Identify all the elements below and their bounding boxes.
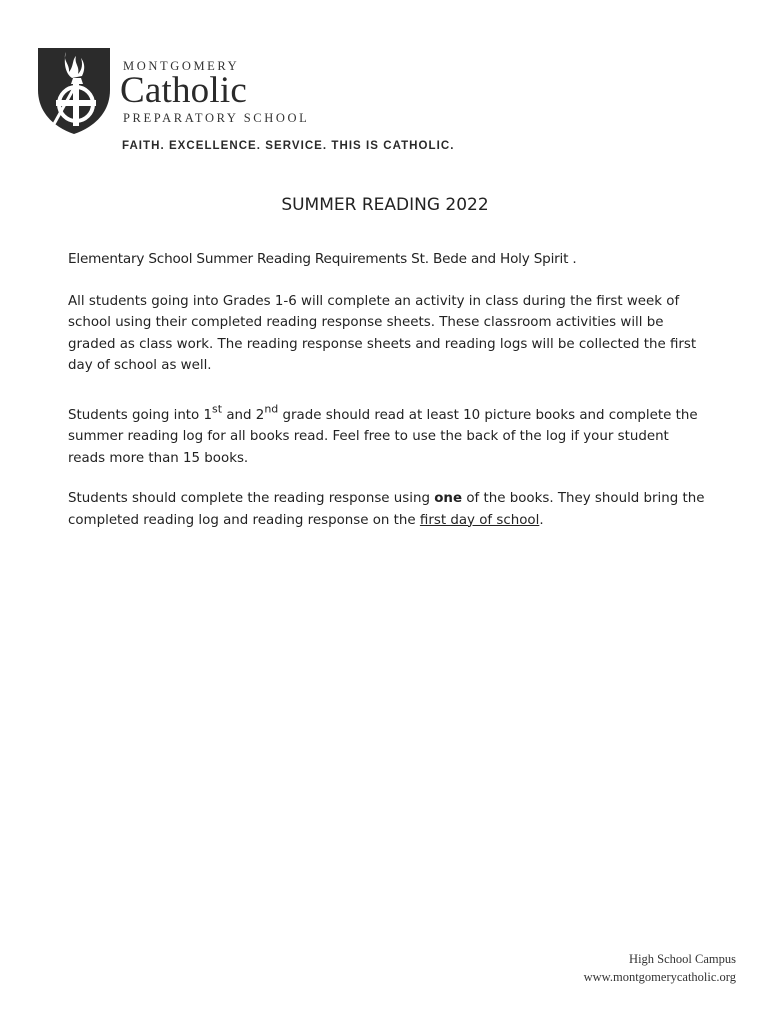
footer-campus: High School Campus <box>629 952 736 966</box>
para2-text-3: grade should read at least 10 picture books and complete the summer reading log for all books read. Feel free to use the back of the log if your student reads more than 15 books. <box>68 407 698 466</box>
brand-tagline: FAITH. EXCELLENCE. SERVICE. THIS IS CATHOLIC. <box>122 140 455 152</box>
torch-cross-shield-icon <box>36 44 112 136</box>
school-header <box>36 44 476 164</box>
emphasis-one: one <box>434 491 463 506</box>
para3-text-1: Students should complete the reading response using <box>68 491 435 506</box>
paragraph-grade-1-2 <box>68 401 708 470</box>
document-title: SUMMER READING 2022 <box>281 195 489 215</box>
page-footer <box>584 950 736 986</box>
brand-catholic: Catholic <box>120 70 247 111</box>
footer-website: www.montgomerycatholic.org <box>583 970 736 984</box>
para3-text-2: of the books. They should bring the completed reading log and reading response on the <box>68 491 705 528</box>
document-body <box>68 249 708 550</box>
emphasis-first-day: first day of school <box>419 512 540 528</box>
brand-montgomery: MONTGOMERY <box>123 59 240 73</box>
section-subhead: Elementary School Summer Reading Requirements St. Bede and Holy Spirit . <box>68 251 577 267</box>
paragraph-grades-activity: All students going into Grades 1-6 will complete an activity in class during the first week of school using their completed reading response sheets. These classroom activities will be graded as class work. The reading response sheets and reading logs will be collected the first day of school as well. <box>68 293 697 373</box>
superscript-st: st <box>212 401 223 415</box>
brand-preparatory-school: PREPARATORY SCHOOL <box>123 111 310 125</box>
para2-text-1: Students going into 1 <box>68 407 213 423</box>
superscript-nd: nd <box>264 401 279 415</box>
para2-text-2: and 2 <box>222 407 265 423</box>
paragraph-reading-response <box>68 488 708 531</box>
para3-text-3: . <box>539 512 544 528</box>
